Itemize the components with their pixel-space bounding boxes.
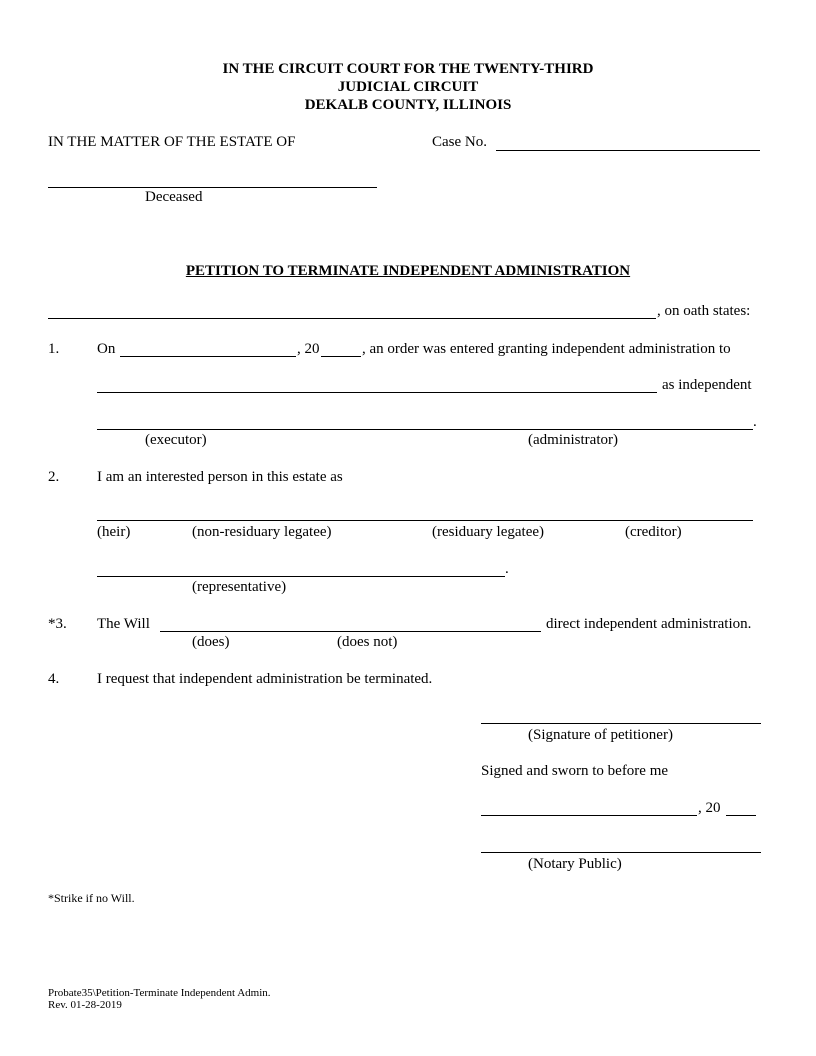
order-date-field[interactable] (120, 356, 296, 357)
item-4-number: 4. (48, 671, 60, 687)
executor-option: (executor) (145, 432, 207, 448)
signature-label: (Signature of petitioner) (528, 727, 673, 743)
court-name: IN THE CIRCUIT COURT FOR THE TWENTY-THIRD (222, 61, 594, 77)
administrator-option: (administrator) (528, 432, 618, 448)
item-1-period: . (753, 414, 757, 430)
item-2-period: . (505, 561, 509, 577)
decedent-name-field[interactable] (48, 187, 377, 188)
creditor-option: (creditor) (625, 524, 682, 540)
item-2-number: 2. (48, 469, 60, 485)
does-not-option: (does not) (337, 634, 398, 650)
sworn-text: Signed and sworn to before me (481, 763, 669, 779)
item-1-number: 1. (48, 341, 60, 357)
notary-label: (Notary Public) (528, 856, 622, 872)
petitioner-name-field[interactable] (48, 318, 656, 319)
residuary-legatee-option: (residuary legatee) (432, 524, 545, 540)
petitioner-signature-field[interactable] (481, 723, 761, 724)
form-identifier: Probate35\Petition-Terminate Independent Admin. (48, 987, 271, 999)
will-label: The Will (97, 616, 150, 632)
non-residuary-legatee-option: (non-residuary legatee) (192, 524, 332, 540)
estate-matter-label: IN THE MATTER OF THE ESTATE OF (48, 134, 296, 150)
case-number-label: Case No. (432, 134, 487, 150)
heir-option: (heir) (97, 524, 131, 540)
item-1-comma-20: , 20 (297, 341, 320, 357)
document-title: PETITION TO TERMINATE INDEPENDENT ADMINISTRATION (185, 263, 631, 279)
county: DEKALB COUNTY, ILLINOIS (304, 97, 512, 113)
interest-field[interactable] (97, 520, 753, 521)
order-year-field[interactable] (321, 356, 361, 357)
item-4-text: I request that independent administration be terminated. (97, 671, 433, 687)
case-number-field[interactable] (496, 150, 760, 151)
sworn-date-field[interactable] (481, 815, 697, 816)
revision-date: Rev. 01-28-2019 (48, 999, 122, 1011)
will-direction-field[interactable] (160, 631, 541, 632)
item-1-on: On (97, 341, 116, 357)
footnote: *Strike if no Will. (48, 891, 135, 905)
judicial-circuit: JUDICIAL CIRCUIT (337, 79, 479, 95)
representative-option: (representative) (192, 579, 287, 595)
as-independent-text: as independent (662, 377, 752, 393)
sworn-year-field[interactable] (726, 815, 756, 816)
does-option: (does) (192, 634, 230, 650)
item-2-text: I am an interested person in this estate as (97, 469, 343, 485)
oath-text: , on oath states: (657, 303, 751, 319)
representative-name-field[interactable] (97, 392, 657, 393)
sworn-comma-20: , 20 (698, 800, 721, 816)
deceased-label: Deceased (145, 189, 203, 205)
item-1-order-text: , an order was entered granting independent administration to (362, 341, 731, 357)
direct-text: direct independent administration. (546, 616, 752, 632)
representative-interest-field[interactable] (97, 576, 505, 577)
item-3-number: *3. (48, 616, 67, 632)
notary-signature-field[interactable] (481, 852, 761, 853)
representative-title-field[interactable] (97, 429, 753, 430)
